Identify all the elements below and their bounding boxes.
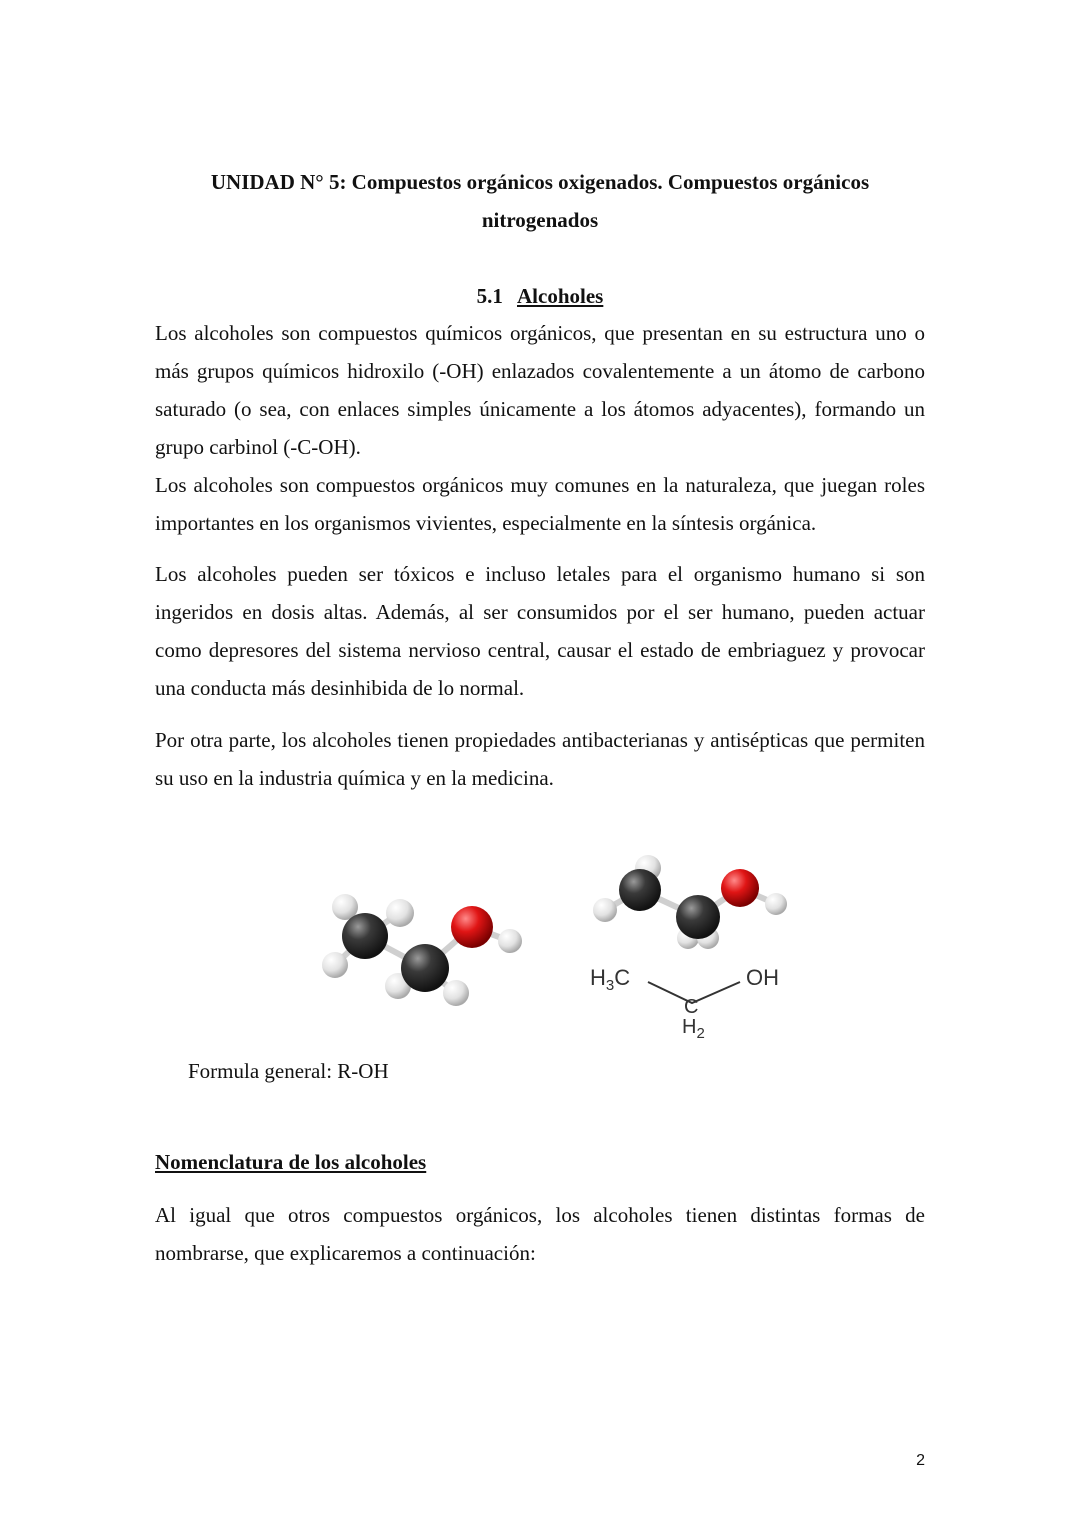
paragraph-nature: Los alcoholes son compuestos orgánicos muy comunes en la naturaleza, que juegan roles importantes en los organismos vivientes, especialmente en la síntesis orgánica. (155, 473, 925, 535)
hydrogen-atom (322, 952, 348, 978)
carbon-atom (342, 913, 388, 959)
figure-caption: Formula general: R-OH (188, 1059, 389, 1083)
subsection-title: Nomenclatura de los alcoholes (155, 1150, 427, 1174)
section-heading (155, 280, 925, 312)
formula-h2-label: $H_2$ (682, 1016, 705, 1040)
carbon-atom (619, 869, 661, 911)
hydrogen-atom (498, 929, 522, 953)
hydrogen-atom (443, 980, 469, 1006)
formula-h3c-label: $H_3C$ (590, 965, 631, 994)
skeletal-formula (590, 965, 779, 1040)
paragraph-nomenclature: Al igual que otros compuestos orgánicos, los alcoholes tienen distintas formas de nombrarse, que explicaremos a continuación: (155, 1203, 925, 1265)
ethanol-molecule-illustration (300, 850, 820, 1040)
hydrogen-atom (386, 899, 414, 927)
oxygen-atom (721, 869, 759, 907)
formula-carbon-label: C (684, 996, 699, 1018)
paragraph-antiseptic: Por otra parte, los alcoholes tienen propiedades antibacterianas y antisépticas que permiten su uso en la industria química y en la medicina. (155, 728, 925, 790)
oxygen-atom (451, 906, 493, 948)
ball-stick-model-left (322, 894, 522, 1006)
paragraph-definition: Los alcoholes son compuestos químicos orgánicos, que presentan en su estructura uno o más grupos químicos hidroxilo (-OH) enlazados covalentemente a un átomo de carbono saturado (o sea, con enlaces simples únicamente a los átomos adyacentes), formando un grupo carbinol (-C-OH). (155, 321, 925, 459)
carbon-atom (401, 944, 449, 992)
formula-oh-label: OH (746, 965, 779, 990)
hydrogen-atom (593, 898, 617, 922)
ethanol-figure (300, 850, 820, 1040)
page-number: 2 (916, 1452, 925, 1469)
section-title: Alcoholes (517, 284, 604, 308)
ball-stick-model-right (593, 855, 787, 949)
hydrogen-atom (765, 893, 787, 915)
carbon-atom (676, 895, 720, 939)
paragraph-toxicity: Los alcoholes pueden ser tóxicos e incluso letales para el organismo humano si son ingeridos en dosis altas. Además, al ser consumidos por el ser humano, pueden actuar como depresores del sistema nervioso central, causar el estado de embriaguez y provocar una conducta más desinhibida de lo normal. (155, 562, 925, 700)
section-number: 5.1 (476, 284, 503, 308)
page-title: UNIDAD N° 5: Compuestos orgánicos oxigenados. Compuestos orgánicos nitrogenados (210, 170, 870, 232)
